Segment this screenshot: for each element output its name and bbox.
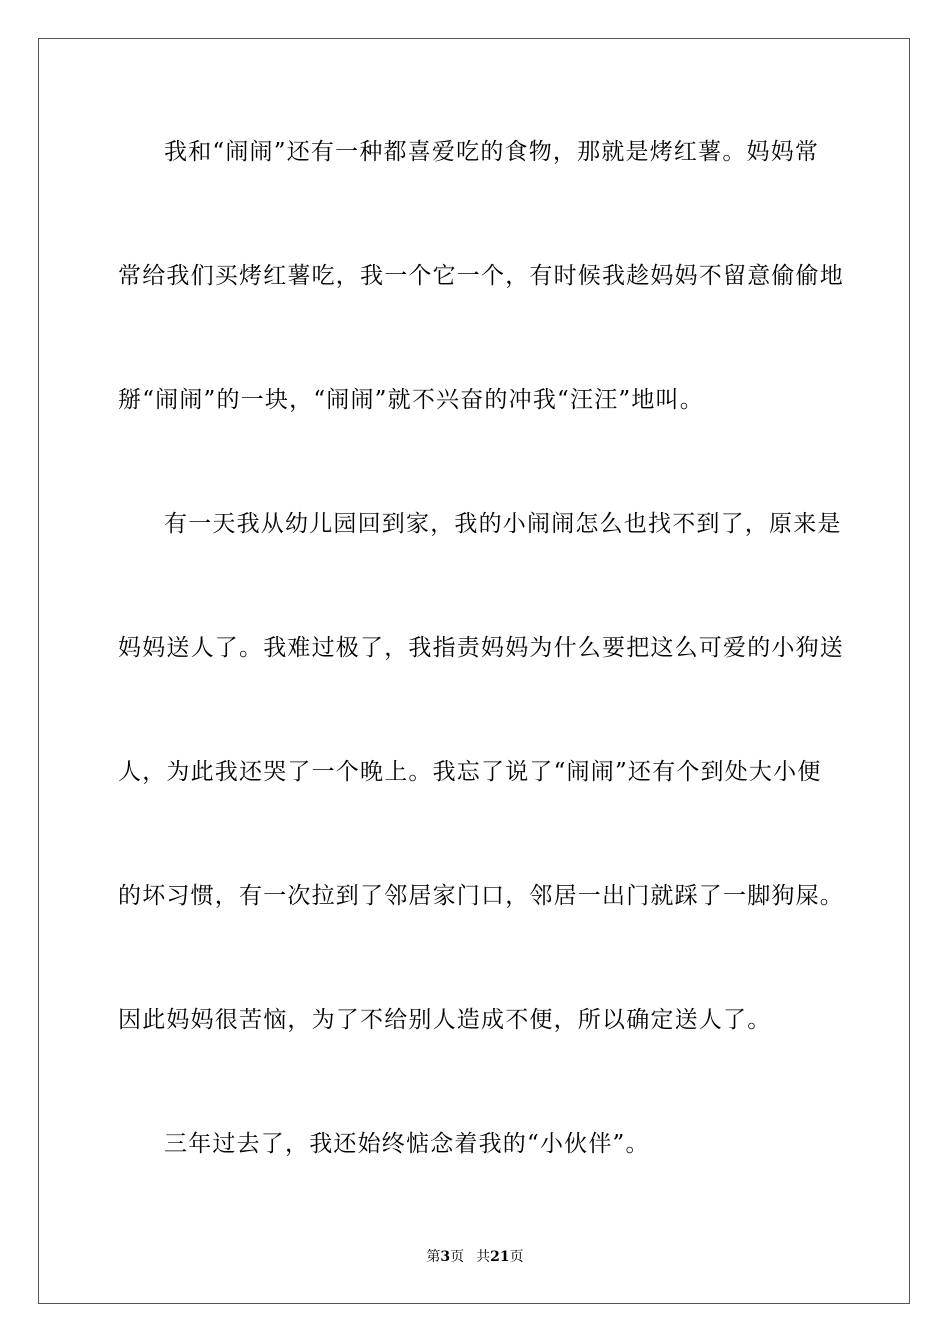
paragraph-line: 三年过去了，我还始终惦念着我的“小伙伴”。: [164, 1131, 650, 1157]
paragraph-line: 我和“闹闹”还有一种都喜爱吃的食物，那就是烤红薯。妈妈常: [164, 139, 820, 165]
paragraph-line: 常给我们买烤红薯吃，我一个它一个，有时候我趁妈妈不留意偷偷地: [118, 263, 844, 289]
paragraph-line: 有一天我从幼儿园回到家，我的小闹闹怎么也找不到了，原来是: [164, 511, 842, 537]
page-footer: [0, 1248, 950, 1266]
total-suffix: 页: [509, 1249, 524, 1265]
paragraph-line: 掰“闹闹”的一块，“闹闹”就不兴奋的冲我“汪汪”地叫。: [118, 387, 704, 413]
page-suffix: 页: [450, 1249, 465, 1265]
page-prefix: 第: [426, 1249, 441, 1265]
paragraph-line: 的坏习惯，有一次拉到了邻居家门口，邻居一出门就踩了一脚狗屎。: [118, 883, 844, 909]
page-number: 3: [440, 1249, 451, 1265]
paragraph-line: 妈妈送人了。我难过极了，我指责妈妈为什么要把这么可爱的小狗送: [118, 635, 844, 661]
paragraph-line: 人，为此我还哭了一个晚上。我忘了说了“闹闹”还有个到处大小便: [118, 759, 822, 785]
paragraph-line: 因此妈妈很苦恼，为了不给别人造成不便，所以确定送人了。: [118, 1007, 772, 1033]
total-pages: 21: [490, 1249, 510, 1265]
total-prefix: 共: [476, 1249, 491, 1265]
page-frame: [38, 38, 910, 1304]
